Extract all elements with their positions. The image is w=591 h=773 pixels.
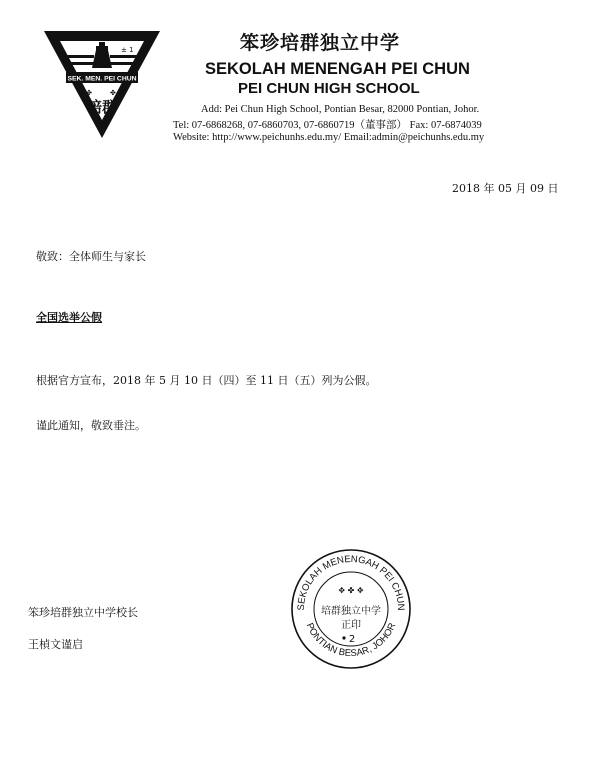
school-web-email: Website: http://www.peichunhs.edu.my/ Email:admin@peichunhs.edu.my bbox=[173, 132, 485, 143]
official-seal bbox=[290, 548, 412, 670]
letter-paragraph: 根据官方宣布，2018 年 5 月 10 日（四）至 11 日（五）列为公假。 bbox=[36, 374, 377, 387]
school-logo bbox=[42, 28, 162, 140]
letter-closing: 谨此通知，敬致垂注。 bbox=[36, 419, 146, 432]
svg-text:± 1: ± 1 bbox=[121, 46, 134, 54]
seal-center-line2: 正印 bbox=[341, 620, 361, 631]
school-name-malay: SEKOLAH MENENGAH PEI CHUN bbox=[205, 60, 470, 78]
signature-title: 笨珍培群独立中学校长 bbox=[28, 606, 138, 619]
crest-text: SEK. MEN. PEI CHUN bbox=[67, 75, 137, 83]
letter-subject: 全国选举公假 bbox=[36, 311, 102, 324]
seal-number: 2 bbox=[348, 634, 356, 645]
signature-name: 王楨文谨启 bbox=[28, 638, 83, 651]
svg-text:PONTIAN BESAR, JOHOR: PONTIAN BESAR, JOHOR bbox=[303, 621, 399, 660]
crest-chinese: 培群 bbox=[86, 98, 118, 116]
svg-text:✤ ✦: ✤ ✦ bbox=[110, 89, 124, 97]
school-address: Add: Pei Chun High School, Pontian Besar, 82000 Pontian, Johor. bbox=[201, 104, 480, 115]
svg-text:✦ ✤: ✦ ✤ bbox=[78, 89, 92, 97]
school-contact: Tel: 07-6868268, 07-6860703, 07-6860719（董事部） Fax: 07-6874039 bbox=[173, 120, 482, 131]
letter-recipient: 敬致：全体师生与家长 bbox=[36, 250, 146, 263]
svg-text:SEKOLAH MENENGAH PEI CHUN: SEKOLAH MENENGAH PEI CHUN bbox=[295, 553, 407, 611]
letter-date: 2018 年 05 月 09 日 bbox=[452, 182, 559, 195]
school-name-chinese: 笨珍培群独立中学 bbox=[240, 32, 401, 54]
seal-center-line1: 培群独立中学 bbox=[321, 606, 381, 617]
svg-text:✥ ✤ ✥: ✥ ✤ ✥ bbox=[338, 586, 364, 595]
school-name-english: PEI CHUN HIGH SCHOOL bbox=[238, 80, 420, 97]
